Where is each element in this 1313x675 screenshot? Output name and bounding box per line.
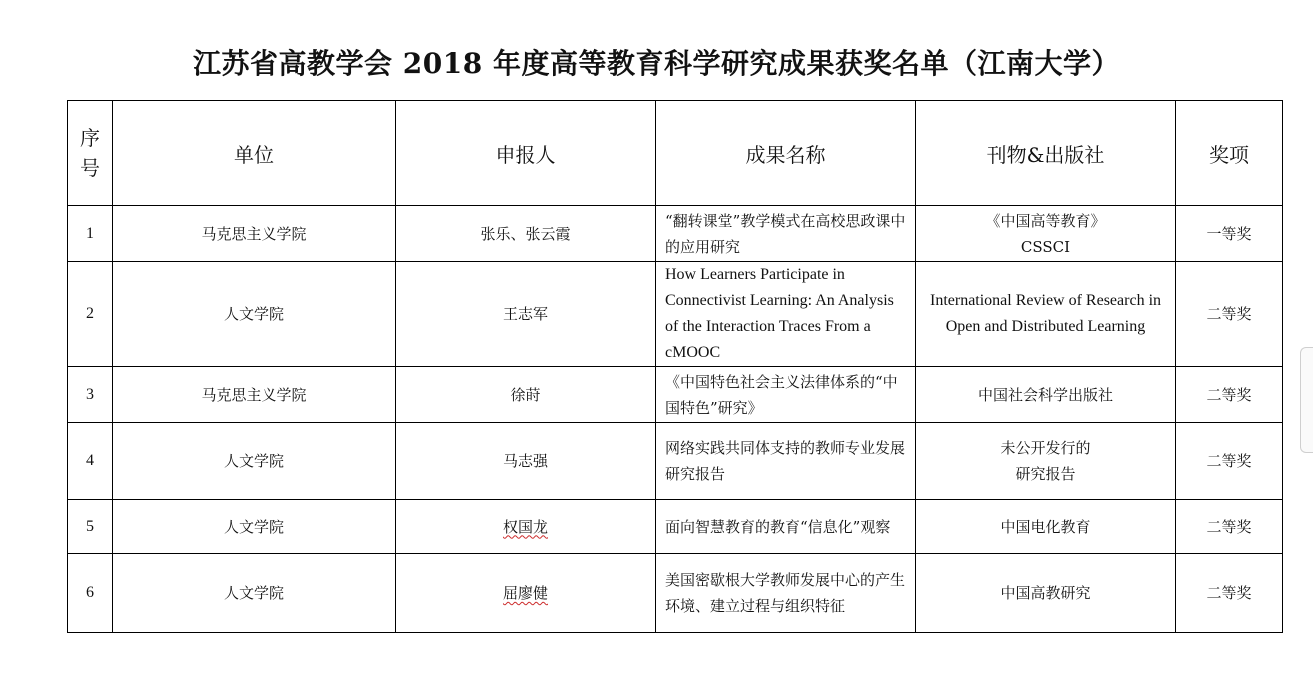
- row-applicant: 徐莳: [396, 367, 656, 423]
- row-applicant: 王志军: [396, 262, 656, 367]
- row-unit: 人文学院: [113, 262, 396, 367]
- row-seq: 1: [68, 206, 113, 262]
- row-applicant-text: 屈廖健: [502, 584, 548, 602]
- row-applicant: 马志强: [396, 423, 656, 500]
- row-unit: 人文学院: [113, 500, 396, 554]
- header-seq-line1: 序: [80, 126, 100, 150]
- document-title: 江苏省高教学会 2018 年度高等教育科学研究成果获奖名单（江南大学）: [193, 47, 1120, 80]
- row-applicant: [396, 554, 656, 633]
- table-row: [68, 423, 1283, 500]
- row-publication: 中国社会科学出版社: [916, 367, 1176, 423]
- row-publication: International Review of Research in Open and Distributed Learning: [916, 262, 1176, 367]
- row-achievement: 网络实践共同体支持的教师专业发展研究报告: [656, 423, 916, 500]
- row-seq: 6: [68, 554, 113, 633]
- row-unit: 人文学院: [113, 554, 396, 633]
- table-row: [68, 500, 1283, 554]
- row-publication: 中国电化教育: [916, 500, 1176, 554]
- row-unit: 人文学院: [113, 423, 396, 500]
- row-unit: 马克思主义学院: [113, 206, 396, 262]
- row-achievement: 《中国特色社会主义法律体系的“中国特色”研究》: [656, 367, 916, 423]
- row-achievement: 美国密歇根大学教师发展中心的产生环境、建立过程与组织特征: [656, 554, 916, 633]
- row-unit: 马克思主义学院: [113, 367, 396, 423]
- header-publication: 刊物&出版社: [916, 101, 1176, 206]
- row-seq: 5: [68, 500, 113, 554]
- row-publication: [916, 206, 1176, 262]
- row-applicant-text: 权国龙: [502, 517, 548, 536]
- table-row: [68, 554, 1283, 633]
- row-publication-line2: 研究报告: [1015, 465, 1076, 483]
- side-scroll-handle[interactable]: [1300, 347, 1313, 453]
- row-award: 二等奖: [1176, 262, 1283, 367]
- table-header-row: [68, 101, 1283, 206]
- row-publication-line1: 《中国高等教育》: [985, 211, 1106, 230]
- row-achievement: “翻转课堂”教学模式在高校思政课中的应用研究: [656, 206, 916, 262]
- row-seq: 4: [68, 423, 113, 500]
- row-publication: [916, 423, 1176, 500]
- row-achievement: 面向智慧教育的教育“信息化”观察: [656, 500, 916, 554]
- row-award: 二等奖: [1176, 367, 1283, 423]
- row-publication-line1: 未公开发行的: [1000, 439, 1091, 457]
- header-applicant: 申报人: [396, 101, 656, 206]
- row-award: 一等奖: [1176, 206, 1283, 262]
- header-achievement: 成果名称: [656, 101, 916, 206]
- row-award: 二等奖: [1176, 500, 1283, 554]
- table-row: [68, 206, 1283, 262]
- header-unit: 单位: [113, 101, 396, 206]
- row-achievement: How Learners Participate in Connectivist Learning: An Analysis of the Interaction Traces From a cMOOC: [656, 262, 916, 367]
- table-row: [68, 262, 1283, 367]
- header-seq-line2: 号: [80, 156, 100, 180]
- awards-table: [67, 100, 1283, 633]
- row-seq: 3: [68, 367, 113, 423]
- row-publication-line2: CSSCI: [1020, 237, 1071, 256]
- row-publication: 中国高教研究: [916, 554, 1176, 633]
- header-seq: [68, 101, 113, 206]
- row-applicant: 张乐、张云霞: [396, 206, 656, 262]
- row-applicant: [396, 500, 656, 554]
- row-award: 二等奖: [1176, 423, 1283, 500]
- header-award: 奖项: [1176, 101, 1283, 206]
- row-award: 二等奖: [1176, 554, 1283, 633]
- table-row: [68, 367, 1283, 423]
- row-seq: 2: [68, 262, 113, 367]
